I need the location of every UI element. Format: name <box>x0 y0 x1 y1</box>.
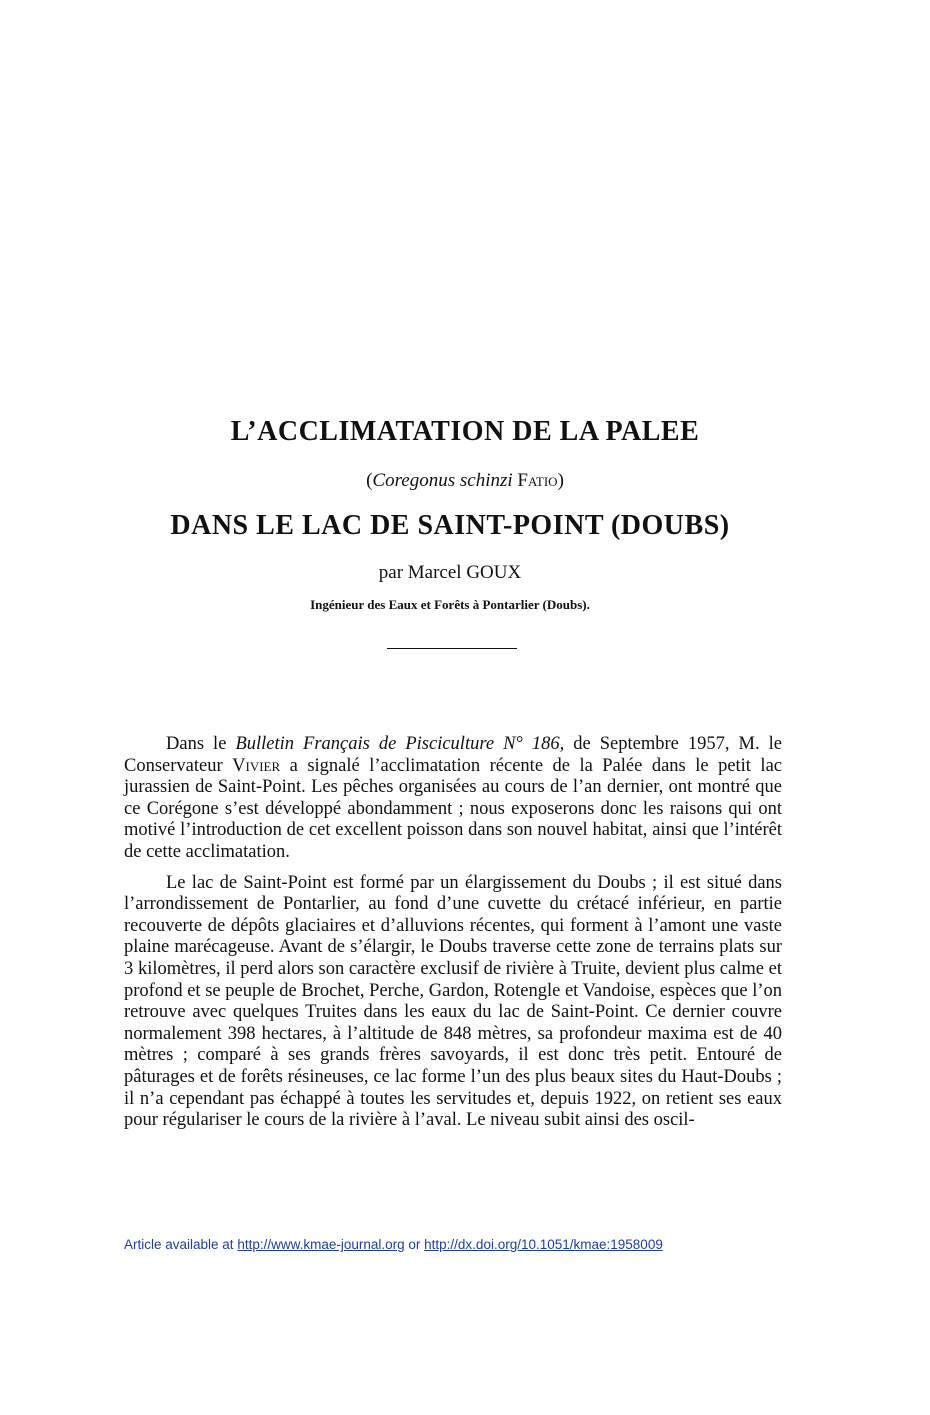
cited-person-name: Vivier <box>232 755 281 776</box>
paragraph-1-start: Dans le <box>166 734 236 754</box>
subtitle-close-paren: ) <box>557 470 564 491</box>
article-title-location: DANS LE LAC DE SAINT-POINT (DOUBS) <box>170 510 730 541</box>
article-title: L’ACCLIMATATION DE LA PALEE <box>230 416 700 447</box>
journal-reference: Bulletin Français de Pisciculture N° 186, <box>235 734 565 754</box>
article-body <box>124 734 782 1141</box>
title-divider <box>387 648 517 649</box>
author-line: par Marcel GOUX <box>378 562 522 583</box>
paragraph-2: Le lac de Saint-Point est formé par un élargissement du Doubs ; il est situé dans l’arrondissement de Pontarlier, au fond d’une cuvette du crétacé inférieur, en partie recouverte de dépôts glaciaires et d’alluvions récentes, qui forment à l’amont une vaste plaine marécageuse. Avant de s’élargir, le Doubs traverse cette zone de terrains plats sur 3 kilomètres, il perd alors son caractère exclusif de rivière à Truite, devient plus calme et profond et se peuple de Brochet, Perche, Gardon, Rotengle et Vandoise, espèces que l’on retrouve avec quelques Truites dans les eaux du lac de Saint-Point. Ce dernier couvre normalement 398 hectares, à l’altitude de 848 mètres, sa profondeur maxima est de 40 mètres ; comparé à ses grands frères savoyards, il est donc très petit. Entouré de pâturages et de forêts résineuses, ce lac forme l’un des plus beaux sites du Haut-Doubs ; il n’a cependant pas échappé à toutes les servitudes et, depuis 1922, on retient ses eaux pour régulariser le cours de la rivière à l’aval. Le niveau subit ainsi des oscil- <box>124 872 782 1131</box>
paragraph-1-middle: de Septembre 1957, M. le Conservateur <box>124 734 783 776</box>
species-authority: Fatio <box>517 470 558 491</box>
doi-link[interactable]: http://dx.doi.org/10.1051/kmae:1958009 <box>424 1237 663 1252</box>
subtitle-open-paren: ( <box>366 470 373 491</box>
species-subtitle <box>0 470 930 492</box>
species-name: Coregonus schinzi <box>372 470 513 491</box>
footer-middle: or <box>404 1237 425 1252</box>
author-affiliation: Ingénieur des Eaux et Forêts à Pontarlier (Doubs). <box>310 597 590 612</box>
availability-footer <box>124 1237 663 1252</box>
paragraph-1 <box>124 734 782 864</box>
journal-link[interactable]: http://www.kmae-journal.org <box>237 1237 405 1252</box>
footer-prefix: Article available at <box>124 1237 238 1252</box>
paragraph-1-end: a signalé l’acclimatation récente de la Palée dans le petit lac jurassien de Saint-Point. Les pêches organisées au cours de l’an dernier, ont montré que ce Corégone s’est développé abondamment ; nous exposerons donc les raisons qui ont motivé l’introduction de cet excellent poisson dans son nouvel habitat, ainsi que l’intérêt de cette acclimatation. <box>124 755 782 862</box>
